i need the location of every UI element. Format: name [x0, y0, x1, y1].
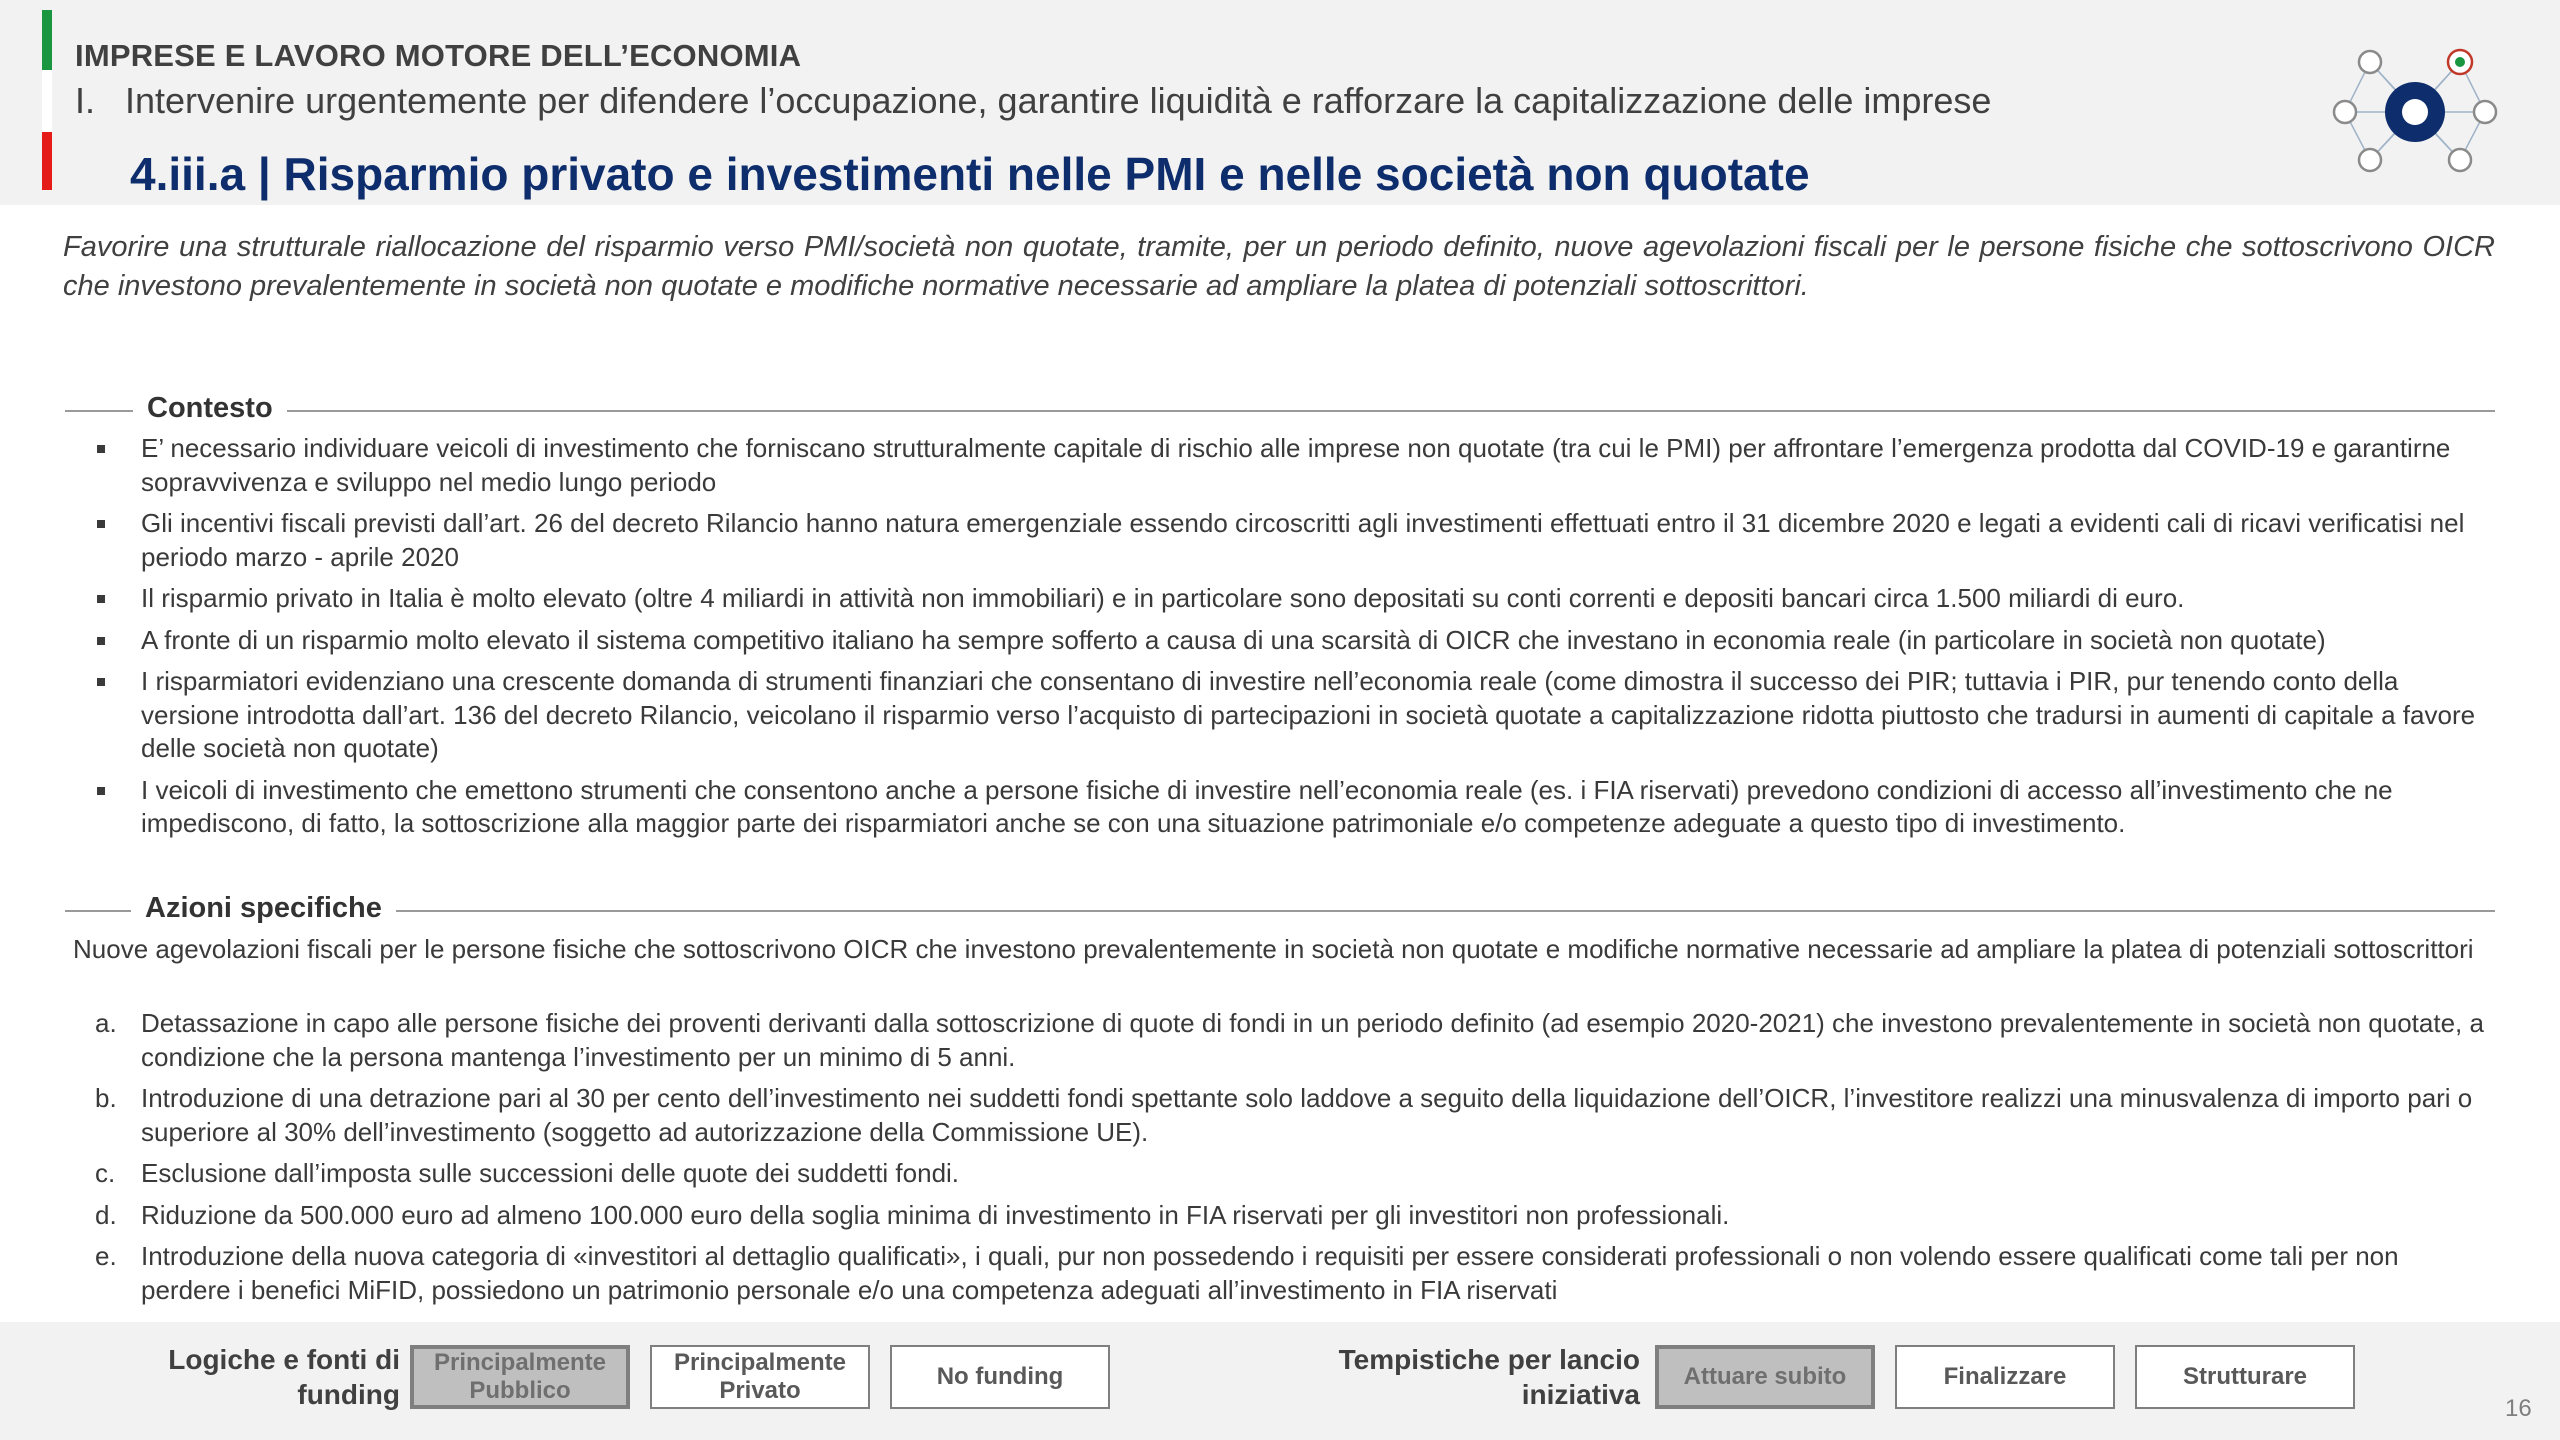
list-item — [65, 1157, 2495, 1191]
item-text: Detassazione in capo alle persone fisiche dei proventi derivanti dalla sottoscrizione di quote di fondi in un periodo definito (ad esempio 2020-2021) che investono prevalentemente in società non quotate, a condizione che la persona mantenga l’investimento per un minimo di 5 anni. — [141, 1008, 2484, 1072]
bullet-text: Gli incentivi fiscali previsti dall’art. 26 del decreto Rilancio hanno natura emergenziale essendo circoscritti agli investimenti effettuati entro il 31 dicembre 2020 e legati a evidenti cali di ricavi verificatisi nel periodo marzo - aprile 2020 — [141, 508, 2465, 572]
item-text: Esclusione dall’imposta sulle successioni delle quote dei suddetti fondi. — [141, 1158, 960, 1188]
item-marker: c. — [95, 1158, 116, 1188]
item-marker: a. — [95, 1008, 117, 1038]
list-item — [65, 624, 2495, 658]
funding-option-privato[interactable]: Principalmente Privato — [650, 1345, 870, 1409]
contesto-bullet-list — [65, 432, 2495, 849]
bullet-text: A fronte di un risparmio molto elevato il sistema competitivo italiano ha sempre sofferto a causa di una scarsità di OICR che investano in economia reale (in particolare in società non quotate) — [141, 624, 2326, 655]
section-title: IMPRESE E LAVORO MOTORE DELL’ECONOMIA — [75, 38, 802, 73]
flag-white-stripe — [42, 70, 52, 132]
azioni-list — [65, 1007, 2495, 1315]
item-text: Introduzione di una detrazione pari al 30 per cento dell’investimento nei suddetti fondi spettante solo laddove a seguito della liquidazione dell’OICR, l’investitore realizzi una minusvalenza di importo pari o superiore al 30% dell’investimento (soggetto ad autorizzazione della Commissione UE). — [141, 1083, 2473, 1147]
list-item — [65, 507, 2495, 574]
contesto-heading-row — [65, 390, 2495, 430]
bullet-text: I veicoli di investimento che emettono strumenti che consentono anche a persone fisiche di investire nell’economia reale (es. i FIA riservati) prevedono condizioni di accesso all’investimento che ne impediscono, di fatto, la sottoscrizione alla maggior parte dei risparmiatori anche se con una situazione patrimoniale e/o competenze adeguate a questo tipo di investimento. — [141, 774, 2393, 838]
azioni-heading: Azioni specifiche — [131, 892, 396, 925]
list-item — [65, 432, 2495, 499]
bullet-icon — [97, 445, 105, 453]
item-marker: e. — [95, 1241, 117, 1271]
bullet-icon — [97, 678, 105, 686]
bullet-text: E’ necessario individuare veicoli di investimento che forniscano strutturalmente capitale di rischio alle imprese non quotate (tra cui le PMI) per affrontare l’emergenza prodotta dal COVID-19 e garantirne sopravvivenza e sviluppo nel medio lungo periodo — [141, 433, 2451, 497]
list-item — [65, 1199, 2495, 1233]
network-logo-icon — [2330, 40, 2500, 180]
timing-option-attuare-subito[interactable]: Attuare subito — [1655, 1345, 1875, 1409]
bullet-text: Il risparmio privato in Italia è molto elevato (oltre 4 miliardi in attività non immobiliari) e in particolare sono depositati su conti correnti e depositi bancari circa 1.500 miliardi di euro. — [141, 583, 2185, 613]
page-number: 16 — [2505, 1395, 2532, 1422]
timing-option-strutturare[interactable]: Strutturare — [2135, 1345, 2355, 1409]
contesto-heading: Contesto — [133, 392, 287, 425]
timing-option-finalizzare[interactable]: Finalizzare — [1895, 1345, 2115, 1409]
item-text: Introduzione della nuova categoria di «investitori al dettaglio qualificati», i quali, pur non possedendo i requisiti per essere considerati professionali o non volendo essere qualificati come tali per non perdere i benefici MiFID, possiedono un patrimonio personale e/o una competenza adeguati all’investimento in FIA riservati — [141, 1241, 2399, 1305]
list-item — [65, 665, 2495, 766]
item-marker: d. — [95, 1199, 117, 1230]
bullet-icon — [97, 787, 105, 795]
bullet-icon — [97, 520, 105, 528]
list-item — [65, 1007, 2495, 1074]
flag-green-stripe — [42, 10, 52, 70]
funding-label: Logiche e fonti di funding — [168, 1344, 400, 1410]
list-item — [65, 774, 2495, 841]
intro-paragraph: Favorire una strutturale riallocazione del risparmio verso PMI/società non quotate, tramite, per un periodo definito, nuove agevolazioni fiscali per le persone fisiche che sottoscrivono OICR che investono prevalentemente in società non quotate e modifiche normative necessarie ad ampliare la platea di potenziali sottoscrittori. — [63, 231, 2495, 302]
item-text: Riduzione da 500.000 euro ad almeno 100.000 euro della soglia minima di investimento in FIA riservati per gli investitori non professionali. — [141, 1199, 1730, 1230]
funding-option-no-funding[interactable]: No funding — [890, 1345, 1110, 1409]
list-item — [65, 1240, 2495, 1307]
bullet-icon — [97, 595, 105, 603]
slide-subtitle: I. Intervenire urgentemente per difendere l’occupazione, garantire liquidità e rafforzare la capitalizzazione delle imprese — [75, 80, 1992, 121]
azioni-intro: Nuove agevolazioni fiscali per le persone fisiche che sottoscrivono OICR che investono prevalentemente in società non quotate e modifiche normative necessarie ad ampliare la platea di potenziali sottoscrittori — [73, 934, 2474, 964]
item-marker: b. — [95, 1083, 117, 1113]
timing-label: Tempistiche per lancio iniziativa — [1338, 1344, 1640, 1410]
funding-option-pubblico[interactable]: Principalmente Pubblico — [410, 1345, 630, 1409]
flag-red-stripe — [42, 132, 52, 190]
slide-title: 4.iii.a | Risparmio privato e investimenti nelle PMI e nelle società non quotate — [130, 148, 1810, 200]
azioni-heading-row — [65, 890, 2495, 930]
list-item — [65, 1082, 2495, 1149]
list-item — [65, 582, 2495, 616]
bullet-icon — [97, 637, 105, 645]
bullet-text: I risparmiatori evidenziano una crescente domanda di strumenti finanziari che consentano di investire nell’economia reale (come dimostra il successo dei PIR; tuttavia i PIR, pur tenendo conto della versione introdotta dall’art. 136 del decreto Rilancio, veicolano il risparmio verso l’acquisto di partecipazioni in società quotate a capitalizzazione ridotta piuttosto che tradursi in aumenti di capitale a favore delle società non quotate) — [141, 666, 2476, 763]
